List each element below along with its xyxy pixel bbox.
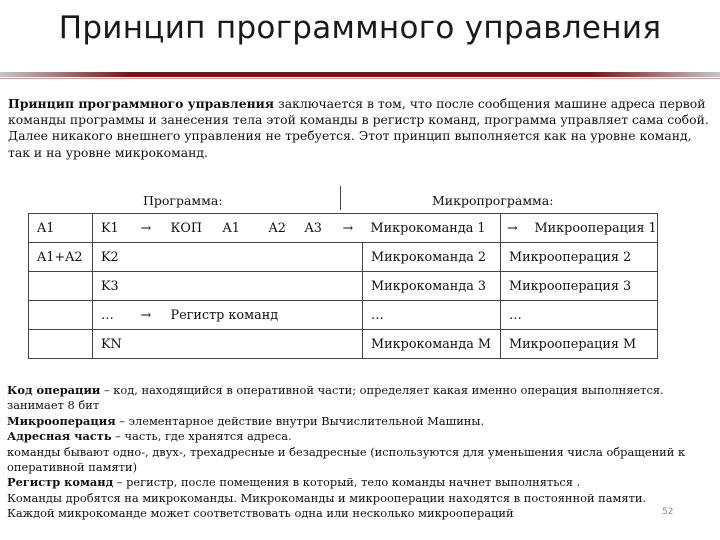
slide-title: Принцип программного управления (58, 10, 662, 46)
definition-line-1 (7, 414, 713, 429)
cell-arrow2: → (337, 214, 363, 243)
definitions-block (7, 383, 713, 522)
title-divider-shadow (0, 78, 720, 79)
cell-addr (29, 330, 93, 359)
table-row (29, 301, 658, 330)
cell-micro: Микрокоманда M (363, 330, 501, 359)
definition-line-0 (7, 383, 713, 414)
header-separator (340, 186, 341, 210)
cell-micro: Микрокоманда 3 (363, 272, 501, 301)
cell-addr: A1 (29, 214, 93, 243)
page-number: 52 (662, 507, 674, 517)
cell-op: … (501, 301, 658, 330)
definition-term: Регистр команд (7, 475, 114, 490)
title-divider (0, 72, 720, 77)
cell-arrow3: → (501, 214, 527, 243)
table-row (29, 243, 658, 272)
cell-op: Микрооперация M (501, 330, 658, 359)
definition-line-3 (7, 445, 713, 476)
microprogram-header: Микропрограмма: (432, 193, 554, 208)
cell-part2: A1 (215, 214, 261, 243)
program-header: Программа: (143, 193, 223, 208)
definition-text: – код, находящийся в оперативной части; определяет какая именно операция выполняется. занимает 8 бит (7, 383, 664, 413)
definition-line-6 (7, 506, 713, 521)
definition-text: – регистр, после помещения в который, тело команды начнет выполняться . (113, 475, 581, 490)
definition-text: – часть, где хранятся адреса. (111, 429, 292, 444)
intro-text: заключается в том, что после сообщения машине адреса первой команды программы и занесения тела этой команды в регистр команд, программа управляет сама собой. Далее никакого внешнего управления не требуется. Этот принцип выполняется как на уровне команд, так и на уровне микрокоманд. (8, 96, 709, 160)
cell-part1: Регистр команд (163, 301, 363, 330)
cell-op: Микрооперация 3 (501, 272, 658, 301)
cell-cmd: K3 (93, 272, 363, 301)
cell-cmd: … (93, 301, 135, 330)
cell-part3: A2 (261, 214, 297, 243)
cell-addr (29, 301, 93, 330)
cell-arrow1: → (135, 214, 163, 243)
cell-part1: КОП (163, 214, 215, 243)
cell-micro: Микрокоманда 2 (363, 243, 501, 272)
cell-cmd: K2 (93, 243, 363, 272)
table-row (29, 330, 658, 359)
table-row (29, 214, 658, 243)
cell-cmd: KN (93, 330, 363, 359)
definition-term: Адресная часть (7, 429, 112, 444)
cell-cmd: K1 (93, 214, 135, 243)
definition-text: – элементарное действие внутри Вычислительной Машины. (115, 413, 485, 428)
table-row (29, 272, 658, 301)
definition-term: Код операции (7, 383, 101, 397)
cell-addr (29, 272, 93, 301)
cell-part4: A3 (297, 214, 337, 243)
definition-line-4 (7, 475, 713, 490)
intro-term: Принцип программного управления (8, 96, 274, 111)
intro-paragraph (8, 96, 712, 161)
cell-micro: Микрокоманда 1 (363, 214, 501, 243)
program-table (28, 213, 658, 359)
definition-text: Команды дробятся на микрокоманды. Микрокоманды и микрооперации находятся в постоянной памяти. (7, 490, 647, 505)
definition-term: Микрооперация (7, 413, 116, 428)
definition-text: команды бывают одно-, двух-, трехадресные и безадресные (используются для уменьшения числа обращений к оперативной памяти) (7, 444, 686, 475)
cell-op: Микрооперация 2 (501, 243, 658, 272)
cell-op: Микрооперация 1 (527, 214, 658, 243)
cell-addr: A1+A2 (29, 243, 93, 272)
cell-micro: … (363, 301, 501, 330)
definition-line-2 (7, 429, 713, 444)
definition-line-5 (7, 491, 713, 506)
definition-text: Каждой микрокоманде может соответствовать одна или несколько микроопераций (7, 506, 514, 521)
cell-arrow1: → (135, 301, 163, 330)
